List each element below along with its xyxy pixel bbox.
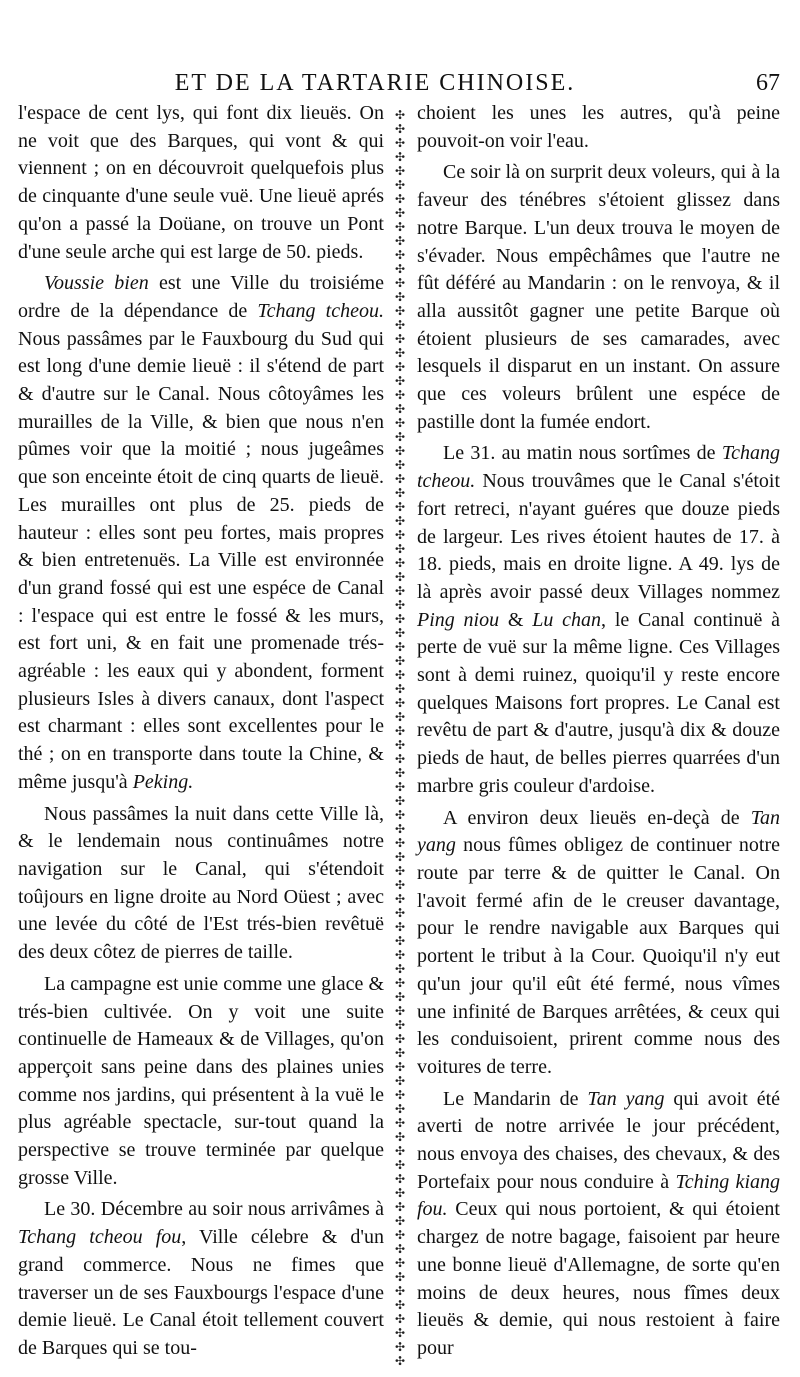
paragraph: [417, 805, 780, 1082]
paragraph: [417, 1086, 780, 1363]
text-run: La campagne est unie comme une glace & trés-bien cultivée. On y voit une suite continuelle de Hameaux & de Villages, qu'on apperçoit sans peine dans des plaines unies comme nos jardins, qui présentent à la vuë le plus agréable spectacle, sur-tout quand la perspective se trouve terminée par quelque grosse Ville.: [18, 972, 384, 1189]
text-run: Nous passâmes par le Fauxbourg du Sud qui est long d'une demie lieuë : il s'étend de part & d'autre sur le Canal. Nous côtoyâmes les murailles de la Ville, & bien que nous n'en pûmes voir que la moitié ; nous jugeâmes que son enceinte étoit de cinq quarts de lieuë. Les murailles ont plus de 25. pieds de hauteur : elles sont peu fortes, mais propres & bien entretenuës. La Ville est environnée d'un grand fossé qui est une espéce de Canal : l'espace qui est entre le fossé & les murs, est fort uni, & en fait une promenade trés-agréable : les eaux qui y abondent, forment plusieurs Isles à divers canaux, dont l'aspect est charmant : elles sont excellentes pour le thé ; on en transporte dans toute la Chine, & même jusqu'à: [18, 327, 384, 793]
text-run: Le 31. au matin nous sortîmes de: [443, 442, 722, 465]
ornamental-column-divider: ✣ ✣ ✣ ✣ ✣ ✣ ✣ ✣ ✣ ✣ ✣ ✣ ✣ ✣ ✣ ✣ ✣ ✣ ✣ ✣ ✣ ✣ ✣ ✣ ✣ ✣ ✣ ✣ ✣ ✣ ✣ ✣ ✣ ✣ ✣ ✣ ✣ ✣ ✣ ✣ ✣ ✣ ✣ ✣ ✣ ✣ ✣ ✣ ✣ ✣ ✣ ✣ ✣ ✣ ✣ ✣ ✣ ✣ ✣ ✣ ✣ ✣ ✣ ✣ ✣ ✣ ✣ ✣ ✣ ✣ ✣ ✣ ✣ ✣ ✣ ✣ ✣ ✣ ✣ ✣ ✣ ✣ ✣ ✣ ✣ ✣ ✣ ✣ ✣ ✣: [394, 108, 406, 1368]
italic-name: Tching kiang fou.: [417, 1170, 780, 1221]
text-run: l'espace de cent lys, qui font dix lieuës. On ne voit que des Barques, qui vont & qui viennent ; on en découvroit quelquefois plus de cinquante d'une seule vuë. Une lieuë aprés qu'on a passé la Doüane, on trouve un Pont d'une seule arche qui est large de 50. pieds.: [18, 102, 384, 263]
text-run: &: [499, 608, 533, 631]
italic-name: Tchang tcheou.: [257, 299, 384, 322]
paragraph: [18, 801, 384, 967]
text-run: est une Ville du troisiéme ordre de la dépendance de: [18, 272, 384, 322]
paragraph: [417, 440, 780, 800]
text-run: Nous trouvâmes que le Canal s'étoit fort retreci, n'ayant guéres que douze pieds de largeur. Les rives étoient hautes de 17. à 18. pieds, mais en droite ligne. A 49. lys de là après avoir passé deux Villages nommez: [417, 470, 780, 603]
italic-name: Lu chan: [532, 608, 602, 631]
italic-name: Tan yang: [587, 1087, 665, 1110]
italic-name: Tchang tcheou fou: [18, 1226, 182, 1249]
italic-name: Tan yang: [417, 806, 780, 857]
text-run: , le Canal continuë à perte de vuë sur la même ligne. Ces Villages sont à demi ruinez, quoiqu'il y reste encore quelques Maisons fort propres. Le Canal est revêtu de part & d'autre, jusqu'à dix & douze pieds de haut, de belles pierres quarrées d'un marbre gris couleur d'ardoise.: [417, 608, 781, 797]
text-run: choient les unes les autres, qu'à peine pouvoit-on voir l'eau.: [417, 102, 780, 152]
text-run: A environ deux lieuës en-deçà de: [443, 806, 751, 829]
paragraph: [417, 100, 780, 155]
text-run: , Ville célebre & d'un grand commerce. Nous ne fimes que traverser un de ses Fauxbourgs l'espace d'une demie lieuë. Le Canal étoit tellement couvert de Barques qui se tou-: [18, 1226, 384, 1359]
right-column: [417, 100, 780, 1370]
paragraph: [18, 270, 384, 796]
text-run: Le 30. Décembre au soir nous arrivâmes à: [44, 1198, 384, 1221]
text-run: qui avoit été averti de notre arrivée le jour précédent, nous envoya des chaises, des chevaux, & des Portefaix pour nous conduire à: [417, 1087, 780, 1193]
page-number: 67: [756, 70, 780, 96]
left-column: [18, 100, 384, 1370]
paragraph: [18, 971, 384, 1193]
paragraph: [18, 1196, 384, 1362]
running-title: ET DE LA TARTARIE CHINOISE.: [174, 70, 576, 96]
paragraph: [18, 100, 384, 266]
page-header: [0, 0, 800, 110]
text-run: Le Mandarin de: [443, 1087, 588, 1110]
italic-name: Tchang tcheou.: [417, 442, 780, 493]
text-run: Ce soir là on surprit deux voleurs, qui à la faveur des ténébres s'étoient glissez dans notre Barque. L'un deux trouva le moyen de s'évader. Nous empêchâmes que l'autre ne fût déféré au Mandarin : on le renvoya, & il alla aussitôt gagner une petite Barque où étoient plusieurs de ses camarades, avec lesquels il disparut en un instant. On assure que ces voleurs brûlent une espéce de pastille dont la fumée endort.: [417, 161, 780, 433]
paragraph: [417, 159, 780, 436]
italic-name: Peking.: [132, 770, 194, 793]
italic-name: Voussie bien: [44, 272, 149, 295]
text-run: Nous passâmes la nuit dans cette Ville là, & le lendemain nous continuâmes notre navigation sur le Canal, qui s'étendoit toûjours en ligne droite au Nord Oüest ; avec une levée du côté de l'Est trés-bien revêtuë des deux côtez de pierres de taille.: [18, 802, 384, 964]
text-run: nous fûmes obligez de continuer notre route par terre & de quitter le Canal. On l'avoit fermé afin de le creuser davantage, pour le rendre navigable aux Barques qui portent le tribut à la Cour. Quoiqu'il n'y eut qu'un jour qu'il eût été fermé, nous vîmes une infinité de Barques arrêtées, & ceux qui les conduisoient, prirent comme nous des voitures de terre.: [417, 834, 780, 1078]
text-run: Ceux qui nous portoient, & qui étoient chargez de notre bagage, faisoient par heure une bonne lieuë d'Allemagne, de sorte qu'en moins de deux heures, nous fîmes deux lieuës & demie, qui nous restoient à faire pour: [417, 1198, 780, 1359]
italic-name: Ping niou: [417, 608, 500, 631]
